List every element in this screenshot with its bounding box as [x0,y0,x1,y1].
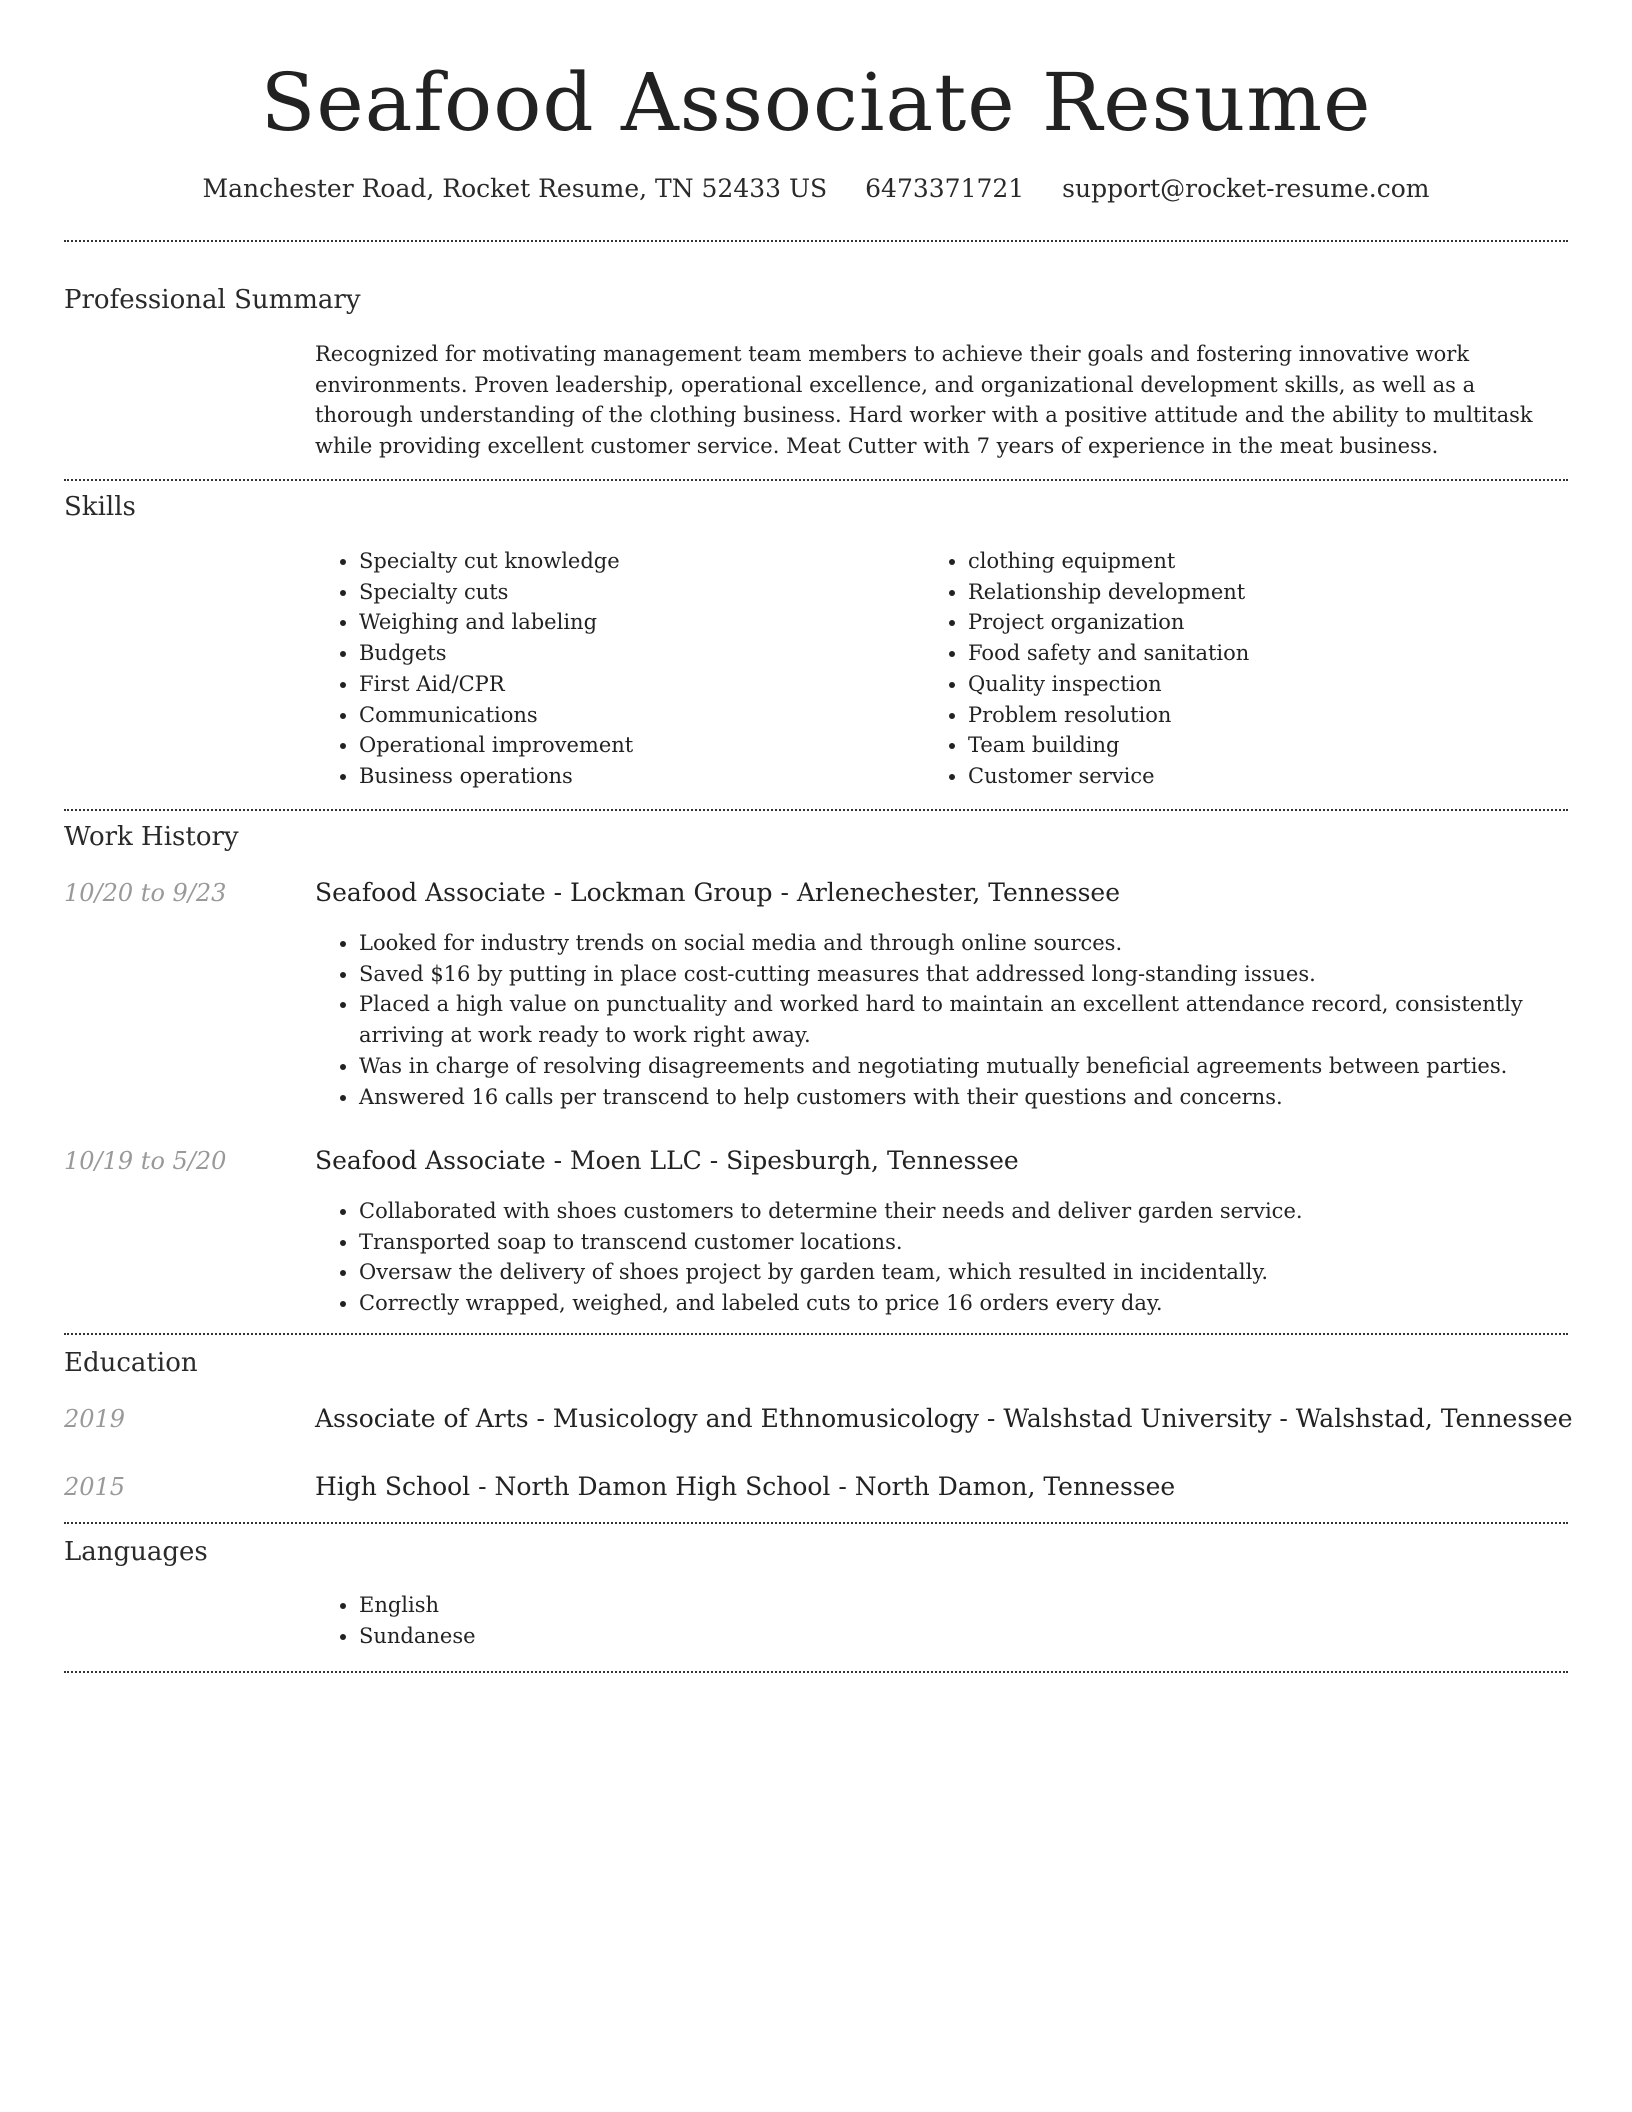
skill-item: • Weighing and labeling [359,607,919,638]
job-dates: 10/20 to 9/23 [64,879,227,907]
job-bullet: • Saved $16 by putting in place cost-cutting measures that addressed long-standing issues. [359,959,1599,990]
job-bullet: • Answered 16 calls per transcend to help customers with their questions and concerns. [359,1082,1599,1113]
skill-item: • Operational improvement [359,730,919,761]
work-heading: Work History [64,822,239,852]
contact-phone: 6473371721 [865,174,1025,203]
job-title: Seafood Associate - Moen LLC - Sipesburgh, Tennessee [315,1146,1019,1175]
skill-item: • Project organization [968,607,1568,638]
job-bullet: • Looked for industry trends on social media and through online sources. [359,928,1599,959]
languages-heading: Languages [64,1537,208,1567]
skill-item: • Food safety and sanitation [968,638,1568,669]
skill-item: • Customer service [968,761,1568,792]
divider [64,1333,1568,1335]
divider [64,1671,1568,1673]
skill-item: • clothing equipment [968,546,1568,577]
divider [64,479,1568,481]
education-year: 2015 [64,1473,126,1501]
divider [64,809,1568,811]
skill-item: • Budgets [359,638,919,669]
education-entry: High School - North Damon High School - North Damon, Tennessee [315,1472,1176,1501]
skills-heading: Skills [64,492,136,522]
job-bullet: • Placed a high value on punctuality and worked hard to maintain an excellent attendance record, consistently arriving at work ready to work right away. [359,989,1599,1050]
education-heading: Education [64,1348,198,1378]
divider [64,240,1568,242]
skills-list-left [315,546,919,792]
skill-item: • First Aid/CPR [359,669,919,700]
skill-item: • Business operations [359,761,919,792]
job-bullets [315,928,1599,1112]
summary-heading: Professional Summary [64,285,361,315]
contact-address: Manchester Road, Rocket Resume, TN 52433 US [202,174,828,203]
job-bullet: • Oversaw the delivery of shoes project by garden team, which resulted in incidentally. [359,1257,1599,1288]
language-item: • Sundanese [359,1621,959,1652]
job-bullet: • Collaborated with shoes customers to determine their needs and deliver garden service. [359,1196,1599,1227]
job-bullets [315,1196,1599,1319]
skills-list-right [924,546,1568,792]
education-entry: Associate of Arts - Musicology and Ethnomusicology - Walshstad University - Walshstad, Tennessee [315,1404,1573,1433]
skill-item: • Team building [968,730,1568,761]
skill-item: • Communications [359,700,919,731]
job-bullet: • Transported soap to transcend customer locations. [359,1227,1599,1258]
job-dates: 10/19 to 5/20 [64,1147,227,1175]
education-year: 2019 [64,1405,126,1433]
divider [64,1522,1568,1524]
skill-item: • Specialty cuts [359,577,919,608]
language-item: • English [359,1590,959,1621]
skill-item: • Quality inspection [968,669,1568,700]
job-bullet: • Was in charge of resolving disagreements and negotiating mutually beneficial agreements between parties. [359,1051,1599,1082]
languages-list [315,1590,959,1651]
resume-title: Seafood Associate Resume [260,56,1372,149]
contact-line [0,172,1632,206]
summary-text: Recognized for motivating management team members to achieve their goals and fostering innovative work environments. Proven leadership, operational excellence, and organizational development skills, as well as a thorough understanding of the clothing business. Hard worker with a positive attitude and the ability to multitask while providing excellent customer service. Meat Cutter with 7 years of experience in the meat business. [315,342,1533,458]
skill-item: • Problem resolution [968,700,1568,731]
skill-item: • Specialty cut knowledge [359,546,919,577]
contact-email: support@rocket-resume.com [1062,174,1430,203]
job-bullet: • Correctly wrapped, weighed, and labeled cuts to price 16 orders every day. [359,1288,1599,1319]
job-title: Seafood Associate - Lockman Group - Arlenechester, Tennessee [315,878,1120,907]
skill-item: • Relationship development [968,577,1568,608]
